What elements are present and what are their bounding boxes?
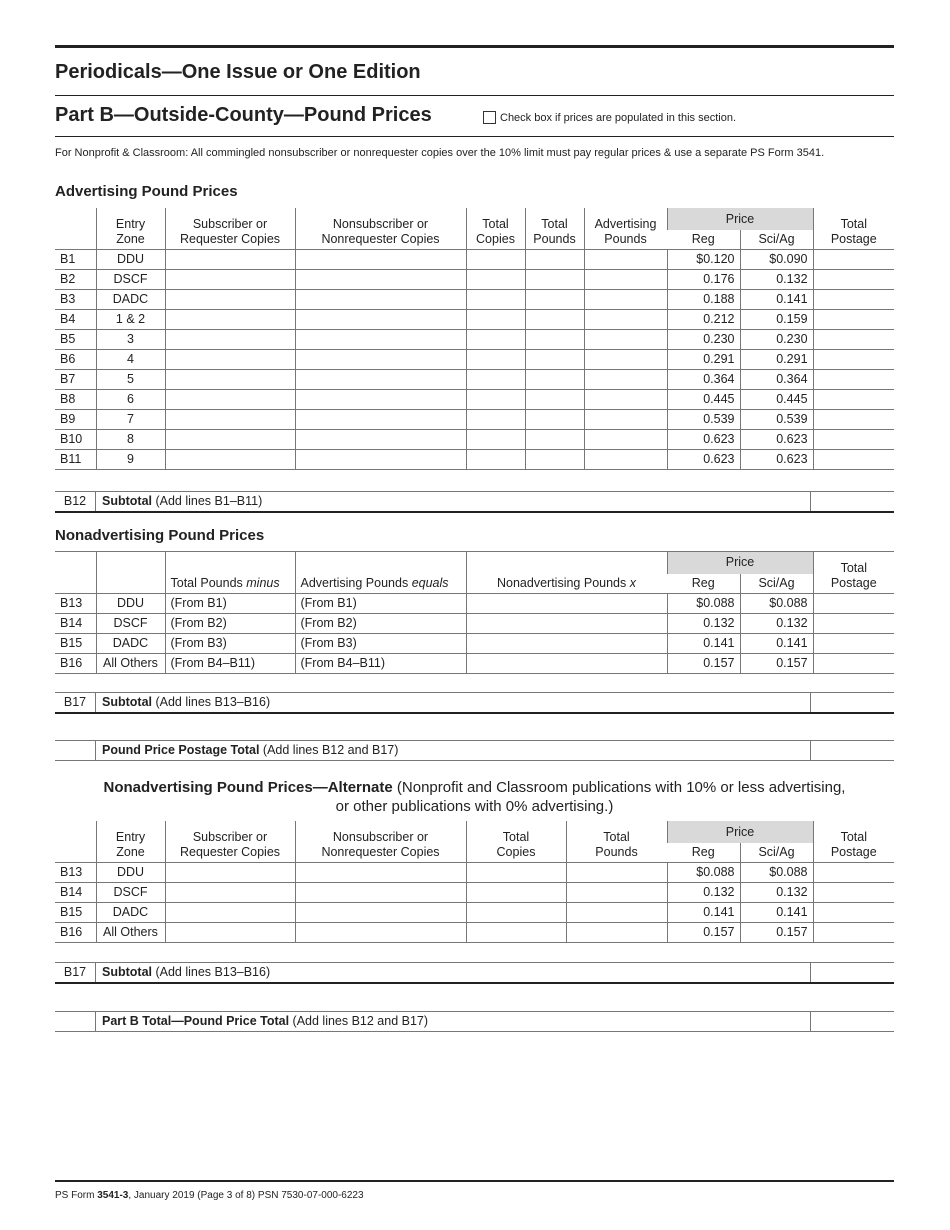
- reg-price: 0.364: [667, 370, 740, 390]
- total-postage-input[interactable]: [813, 390, 894, 410]
- total-copies-header: Total Copies: [466, 208, 525, 250]
- subscriber-copies-input[interactable]: [165, 863, 295, 883]
- line-header: [55, 552, 96, 594]
- total-postage-input[interactable]: [813, 903, 894, 923]
- reg-price: 0.445: [667, 390, 740, 410]
- line-number: B6: [55, 350, 96, 370]
- table-row: [55, 250, 894, 270]
- subscriber-copies-input[interactable]: [165, 903, 295, 923]
- nonsubscriber-copies-input[interactable]: [295, 903, 466, 923]
- sciag-price: $0.090: [740, 250, 813, 270]
- advertising-pounds-input[interactable]: [584, 250, 667, 270]
- top-rule: [55, 45, 894, 48]
- total-postage-input[interactable]: [813, 923, 894, 943]
- nonadvertising-pounds-input[interactable]: [466, 654, 667, 674]
- alternate-subtotal-input[interactable]: [812, 963, 894, 982]
- advertising-pounds-input[interactable]: [584, 370, 667, 390]
- sciag-price: 0.623: [740, 450, 813, 470]
- total-pounds-input[interactable]: (From B4–B11): [165, 654, 295, 674]
- total-postage-input[interactable]: [813, 634, 894, 654]
- form-footer: PS Form 3541-3, January 2019 (Page 3 of 8) PSN 7530-07-000-6223: [55, 1190, 364, 1201]
- advertising-pounds-input[interactable]: [584, 310, 667, 330]
- total-copies-input[interactable]: [466, 390, 525, 410]
- total-copies-input[interactable]: [466, 450, 525, 470]
- line-number: B5: [55, 330, 96, 350]
- subscriber-copies-input[interactable]: [165, 390, 295, 410]
- line-number: B7: [55, 370, 96, 390]
- entry-zone: DSCF: [96, 883, 165, 903]
- total-pounds-input[interactable]: [525, 350, 584, 370]
- reg-price: 0.539: [667, 410, 740, 430]
- price-header: Price: [667, 208, 813, 230]
- subscriber-copies-input[interactable]: [165, 310, 295, 330]
- total-pounds-input[interactable]: [525, 450, 584, 470]
- total-copies-header: Total Copies: [466, 821, 566, 863]
- entry-zone: 1 & 2: [96, 310, 165, 330]
- table-row: [55, 350, 894, 370]
- part-title: [55, 104, 432, 127]
- entry-zone: 9: [96, 450, 165, 470]
- advertising-pounds-input[interactable]: [584, 450, 667, 470]
- table-row: [55, 883, 894, 903]
- entry-zone: 3: [96, 330, 165, 350]
- total-label: Part B Total—Pound Price Total (Add lines B12 and B17): [95, 1012, 811, 1031]
- total-postage-input[interactable]: [813, 270, 894, 290]
- line-number: [55, 741, 95, 760]
- nonsubscriber-copies-input[interactable]: [295, 883, 466, 903]
- total-postage-input[interactable]: [813, 250, 894, 270]
- nonadvertising-table: [55, 551, 894, 674]
- total-copies-input[interactable]: [466, 350, 525, 370]
- total-postage-input[interactable]: [813, 350, 894, 370]
- table-row: [55, 450, 894, 470]
- line-header: [55, 821, 96, 863]
- line-number: B2: [55, 270, 96, 290]
- total-postage-input[interactable]: [813, 430, 894, 450]
- table-row: [55, 330, 894, 350]
- advertising-pounds-input[interactable]: (From B4–B11): [295, 654, 466, 674]
- entry-zone: DDU: [96, 250, 165, 270]
- total-pounds-input[interactable]: [525, 310, 584, 330]
- entry-zone-header: Entry Zone: [96, 821, 165, 863]
- sciag-price: 0.132: [740, 270, 813, 290]
- line-number: B16: [55, 654, 96, 674]
- total-postage-header: Total Postage: [813, 821, 894, 863]
- part-b-total-input[interactable]: [812, 1012, 894, 1031]
- nonsubscriber-copies-input[interactable]: [295, 250, 466, 270]
- sciag-header: Sci/Ag: [740, 574, 813, 594]
- table-row: [55, 430, 894, 450]
- entry-zone: DSCF: [96, 270, 165, 290]
- nonadvertising-section-title: Nonadvertising Pound Prices: [55, 527, 265, 544]
- total-pounds-input[interactable]: [525, 390, 584, 410]
- entry-zone: All Others: [96, 654, 165, 674]
- reg-price: 0.141: [667, 903, 740, 923]
- sciag-price: 0.157: [740, 923, 813, 943]
- nonsubscriber-copies-input[interactable]: [295, 863, 466, 883]
- bottom-rule: [55, 1180, 894, 1182]
- reg-price: 0.188: [667, 290, 740, 310]
- table-row: [55, 270, 894, 290]
- line-number: B10: [55, 430, 96, 450]
- prices-populated-checkbox-wrap[interactable]: [483, 111, 736, 124]
- line-number: B13: [55, 863, 96, 883]
- subscriber-copies-input[interactable]: [165, 450, 295, 470]
- prices-populated-checkbox[interactable]: [483, 111, 496, 124]
- sciag-price: 0.230: [740, 330, 813, 350]
- sciag-price: 0.623: [740, 430, 813, 450]
- sciag-price: $0.088: [740, 863, 813, 883]
- total-pounds-minus-header: Total Pounds minus: [165, 552, 295, 594]
- subscriber-copies-input[interactable]: [165, 430, 295, 450]
- line-number: B12: [63, 494, 87, 508]
- line-number: B15: [55, 634, 96, 654]
- total-pounds-input[interactable]: [525, 430, 584, 450]
- subscriber-header: Subscriber or Requester Copies: [165, 821, 295, 863]
- advertising-pounds-equals-header: Advertising Pounds equals: [295, 552, 466, 594]
- subtotal-b12-input[interactable]: [812, 492, 894, 511]
- total-postage-header: Total Postage: [813, 552, 894, 594]
- reg-price: $0.120: [667, 250, 740, 270]
- nonsubscriber-copies-input[interactable]: [295, 923, 466, 943]
- total-pounds-input[interactable]: [566, 883, 667, 903]
- total-pounds-input[interactable]: [525, 290, 584, 310]
- table-row: [55, 310, 894, 330]
- subscriber-copies-input[interactable]: [165, 290, 295, 310]
- reg-header: Reg: [667, 230, 740, 250]
- table-row: [55, 654, 894, 674]
- table-row: [55, 923, 894, 943]
- line-number: B4: [55, 310, 96, 330]
- subscriber-copies-input[interactable]: [165, 883, 295, 903]
- sciag-price: 0.141: [740, 634, 813, 654]
- total-postage-input[interactable]: [813, 654, 894, 674]
- nonsubscriber-copies-input[interactable]: [295, 410, 466, 430]
- sciag-price: 0.364: [740, 370, 813, 390]
- total-postage-input[interactable]: [813, 614, 894, 634]
- total-copies-input[interactable]: [466, 250, 525, 270]
- entry-zone: DSCF: [96, 614, 165, 634]
- total-pounds-input[interactable]: (From B1): [165, 594, 295, 614]
- table-row: [55, 614, 894, 634]
- nonadvertising-pounds-input[interactable]: [466, 634, 667, 654]
- price-header: Price: [667, 552, 813, 574]
- pound-price-postage-total-input[interactable]: [812, 741, 894, 760]
- line-number: B8: [55, 390, 96, 410]
- entry-zone: 6: [96, 390, 165, 410]
- nonsubscriber-copies-input[interactable]: [295, 390, 466, 410]
- total-copies-input[interactable]: [466, 883, 566, 903]
- subscriber-copies-input[interactable]: [165, 923, 295, 943]
- subtotal-label: Subtotal (Add lines B1–B11): [95, 492, 811, 511]
- line-number: B14: [55, 614, 96, 634]
- reg-price: 0.141: [667, 634, 740, 654]
- entry-zone: DDU: [96, 594, 165, 614]
- price-header: Price: [667, 821, 813, 843]
- subtotal-b12-row: [55, 491, 894, 513]
- entry-zone: DADC: [96, 634, 165, 654]
- line-number: B16: [55, 923, 96, 943]
- line-number: [55, 1012, 95, 1031]
- reg-price: $0.088: [667, 594, 740, 614]
- entry-zone: DADC: [96, 290, 165, 310]
- total-postage-input[interactable]: [813, 410, 894, 430]
- pound-price-postage-total-row: [55, 740, 894, 761]
- nonsubscriber-copies-input[interactable]: [295, 450, 466, 470]
- table-row: [55, 410, 894, 430]
- nonadvertising-pounds-header: Nonadvertising Pounds x: [466, 552, 667, 594]
- entry-zone: All Others: [96, 923, 165, 943]
- total-postage-header: Total Postage: [813, 208, 894, 250]
- reg-price: 0.132: [667, 614, 740, 634]
- line-number: B17: [63, 965, 87, 979]
- total-copies-input[interactable]: [466, 410, 525, 430]
- total-copies-input[interactable]: [466, 903, 566, 923]
- advertising-pounds-input[interactable]: (From B2): [295, 614, 466, 634]
- total-label: Pound Price Postage Total (Add lines B12 and B17): [95, 741, 811, 760]
- advertising-section-title: Advertising Pound Prices: [55, 183, 238, 200]
- sciag-price: 0.159: [740, 310, 813, 330]
- total-postage-input[interactable]: [813, 330, 894, 350]
- total-pounds-input[interactable]: [525, 250, 584, 270]
- reg-price: 0.230: [667, 330, 740, 350]
- subscriber-copies-input[interactable]: [165, 330, 295, 350]
- table-row: [55, 863, 894, 883]
- total-pounds-input[interactable]: [566, 923, 667, 943]
- advertising-pounds-input[interactable]: (From B1): [295, 594, 466, 614]
- alternate-subtotal-b17-row: [55, 962, 894, 984]
- total-pounds-input[interactable]: [525, 270, 584, 290]
- advertising-pounds-input[interactable]: (From B3): [295, 634, 466, 654]
- subtotal-label: Subtotal (Add lines B13–B16): [95, 963, 811, 982]
- total-copies-input[interactable]: [466, 370, 525, 390]
- line-number: B3: [55, 290, 96, 310]
- line-number: B11: [55, 450, 96, 470]
- total-postage-input[interactable]: [813, 450, 894, 470]
- subtotal-label: Subtotal (Add lines B13–B16): [95, 693, 811, 712]
- nonsubscriber-copies-input[interactable]: [295, 310, 466, 330]
- total-pounds-input[interactable]: (From B3): [165, 634, 295, 654]
- total-postage-input[interactable]: [813, 370, 894, 390]
- nonsubscriber-copies-input[interactable]: [295, 350, 466, 370]
- title-rule: [55, 95, 894, 96]
- subscriber-copies-input[interactable]: [165, 410, 295, 430]
- total-copies-input[interactable]: [466, 270, 525, 290]
- nonsubscriber-header: Nonsubscriber or Nonrequester Copies: [295, 821, 466, 863]
- alternate-section-title: Nonadvertising Pound Prices—Alternate (Nonprofit and Classroom publications with 10% or less advertising, or other publications with 0% advertising.): [103, 779, 846, 815]
- total-copies-input[interactable]: [466, 310, 525, 330]
- total-pounds-header: Total Pounds: [525, 208, 584, 250]
- total-postage-input[interactable]: [813, 594, 894, 614]
- entry-zone: 7: [96, 410, 165, 430]
- entry-zone: DADC: [96, 903, 165, 923]
- total-pounds-input[interactable]: [525, 330, 584, 350]
- total-postage-input[interactable]: [813, 290, 894, 310]
- line-number: B1: [55, 250, 96, 270]
- table-row: [55, 594, 894, 614]
- entry-zone: 4: [96, 350, 165, 370]
- table-row: [55, 290, 894, 310]
- part-title-text: Part B—Outside-County—Pound Prices: [55, 104, 432, 126]
- line-number: B9: [55, 410, 96, 430]
- entry-zone-header: Entry Zone: [96, 208, 165, 250]
- nonsubscriber-copies-input[interactable]: [295, 330, 466, 350]
- alternate-table: [55, 821, 894, 943]
- total-copies-input[interactable]: [466, 290, 525, 310]
- line-number: B17: [63, 695, 87, 709]
- nonsubscriber-copies-input[interactable]: [295, 430, 466, 450]
- nonadvertising-pounds-input[interactable]: [466, 614, 667, 634]
- subscriber-copies-input[interactable]: [165, 250, 295, 270]
- nonadvertising-pounds-input[interactable]: [466, 594, 667, 614]
- checkbox-label: Check box if prices are populated in this section.: [500, 111, 737, 124]
- subtotal-b17-row: [55, 692, 894, 714]
- part-rule: [55, 136, 894, 137]
- reg-price: 0.157: [667, 923, 740, 943]
- reg-price: 0.212: [667, 310, 740, 330]
- total-postage-input[interactable]: [813, 883, 894, 903]
- total-copies-input[interactable]: [466, 430, 525, 450]
- page-title: Periodicals—One Issue or One Edition: [55, 61, 421, 83]
- table-row: [55, 903, 894, 923]
- reg-price: 0.132: [667, 883, 740, 903]
- table-row: [55, 390, 894, 410]
- reg-header: Reg: [667, 843, 740, 863]
- advertising-pounds-input[interactable]: [584, 430, 667, 450]
- reg-header: Reg: [667, 574, 740, 594]
- reg-price: 0.623: [667, 430, 740, 450]
- part-b-total-row: [55, 1011, 894, 1032]
- entry-zone: DDU: [96, 863, 165, 883]
- advertising-pounds-input[interactable]: [584, 330, 667, 350]
- line-number: B14: [55, 883, 96, 903]
- total-pounds-input[interactable]: [525, 410, 584, 430]
- advertising-pounds-input[interactable]: [584, 350, 667, 370]
- total-pounds-input[interactable]: [566, 863, 667, 883]
- sciag-price: $0.088: [740, 594, 813, 614]
- subtotal-b17-input[interactable]: [812, 693, 894, 712]
- sciag-header: Sci/Ag: [740, 843, 813, 863]
- nonsubscriber-copies-input[interactable]: [295, 370, 466, 390]
- sciag-price: 0.141: [740, 903, 813, 923]
- nonsubscriber-copies-input[interactable]: [295, 290, 466, 310]
- advertising-pounds-input[interactable]: [584, 410, 667, 430]
- advertising-pounds-input[interactable]: [584, 290, 667, 310]
- entry-zone: 8: [96, 430, 165, 450]
- sciag-price: 0.132: [740, 614, 813, 634]
- subscriber-copies-input[interactable]: [165, 350, 295, 370]
- nonsubscriber-copies-input[interactable]: [295, 270, 466, 290]
- reg-price: 0.291: [667, 350, 740, 370]
- total-pounds-header: Total Pounds: [566, 821, 667, 863]
- total-copies-input[interactable]: [466, 923, 566, 943]
- zone-header: [96, 552, 165, 594]
- advertising-pounds-input[interactable]: [584, 270, 667, 290]
- reg-price: 0.176: [667, 270, 740, 290]
- table-row: [55, 370, 894, 390]
- nonsubscriber-header: Nonsubscriber or Nonrequester Copies: [295, 208, 466, 250]
- line-number: B15: [55, 903, 96, 923]
- nonprofit-note: For Nonprofit & Classroom: All commingled nonsubscriber or nonrequester copies over the 10% limit must pay regular prices & use a separate PS Form 3541.: [55, 147, 825, 159]
- sciag-header: Sci/Ag: [740, 230, 813, 250]
- total-pounds-input[interactable]: [566, 903, 667, 923]
- total-copies-input[interactable]: [466, 330, 525, 350]
- total-pounds-input[interactable]: [525, 370, 584, 390]
- subscriber-copies-input[interactable]: [165, 370, 295, 390]
- line-number: B13: [55, 594, 96, 614]
- table-row: [55, 634, 894, 654]
- advertising-table: [55, 208, 894, 470]
- reg-price: $0.088: [667, 863, 740, 883]
- sciag-price: 0.539: [740, 410, 813, 430]
- total-copies-input[interactable]: [466, 863, 566, 883]
- sciag-price: 0.141: [740, 290, 813, 310]
- total-pounds-input[interactable]: (From B2): [165, 614, 295, 634]
- reg-price: 0.623: [667, 450, 740, 470]
- advertising-pounds-header: Advertising Pounds: [584, 208, 667, 250]
- sciag-price: 0.445: [740, 390, 813, 410]
- sciag-price: 0.291: [740, 350, 813, 370]
- entry-zone: 5: [96, 370, 165, 390]
- subscriber-copies-input[interactable]: [165, 270, 295, 290]
- sciag-price: 0.157: [740, 654, 813, 674]
- advertising-pounds-input[interactable]: [584, 390, 667, 410]
- sciag-price: 0.132: [740, 883, 813, 903]
- line-header: [55, 208, 96, 250]
- total-postage-input[interactable]: [813, 310, 894, 330]
- reg-price: 0.157: [667, 654, 740, 674]
- total-postage-input[interactable]: [813, 863, 894, 883]
- subscriber-header: Subscriber or Requester Copies: [165, 208, 295, 250]
